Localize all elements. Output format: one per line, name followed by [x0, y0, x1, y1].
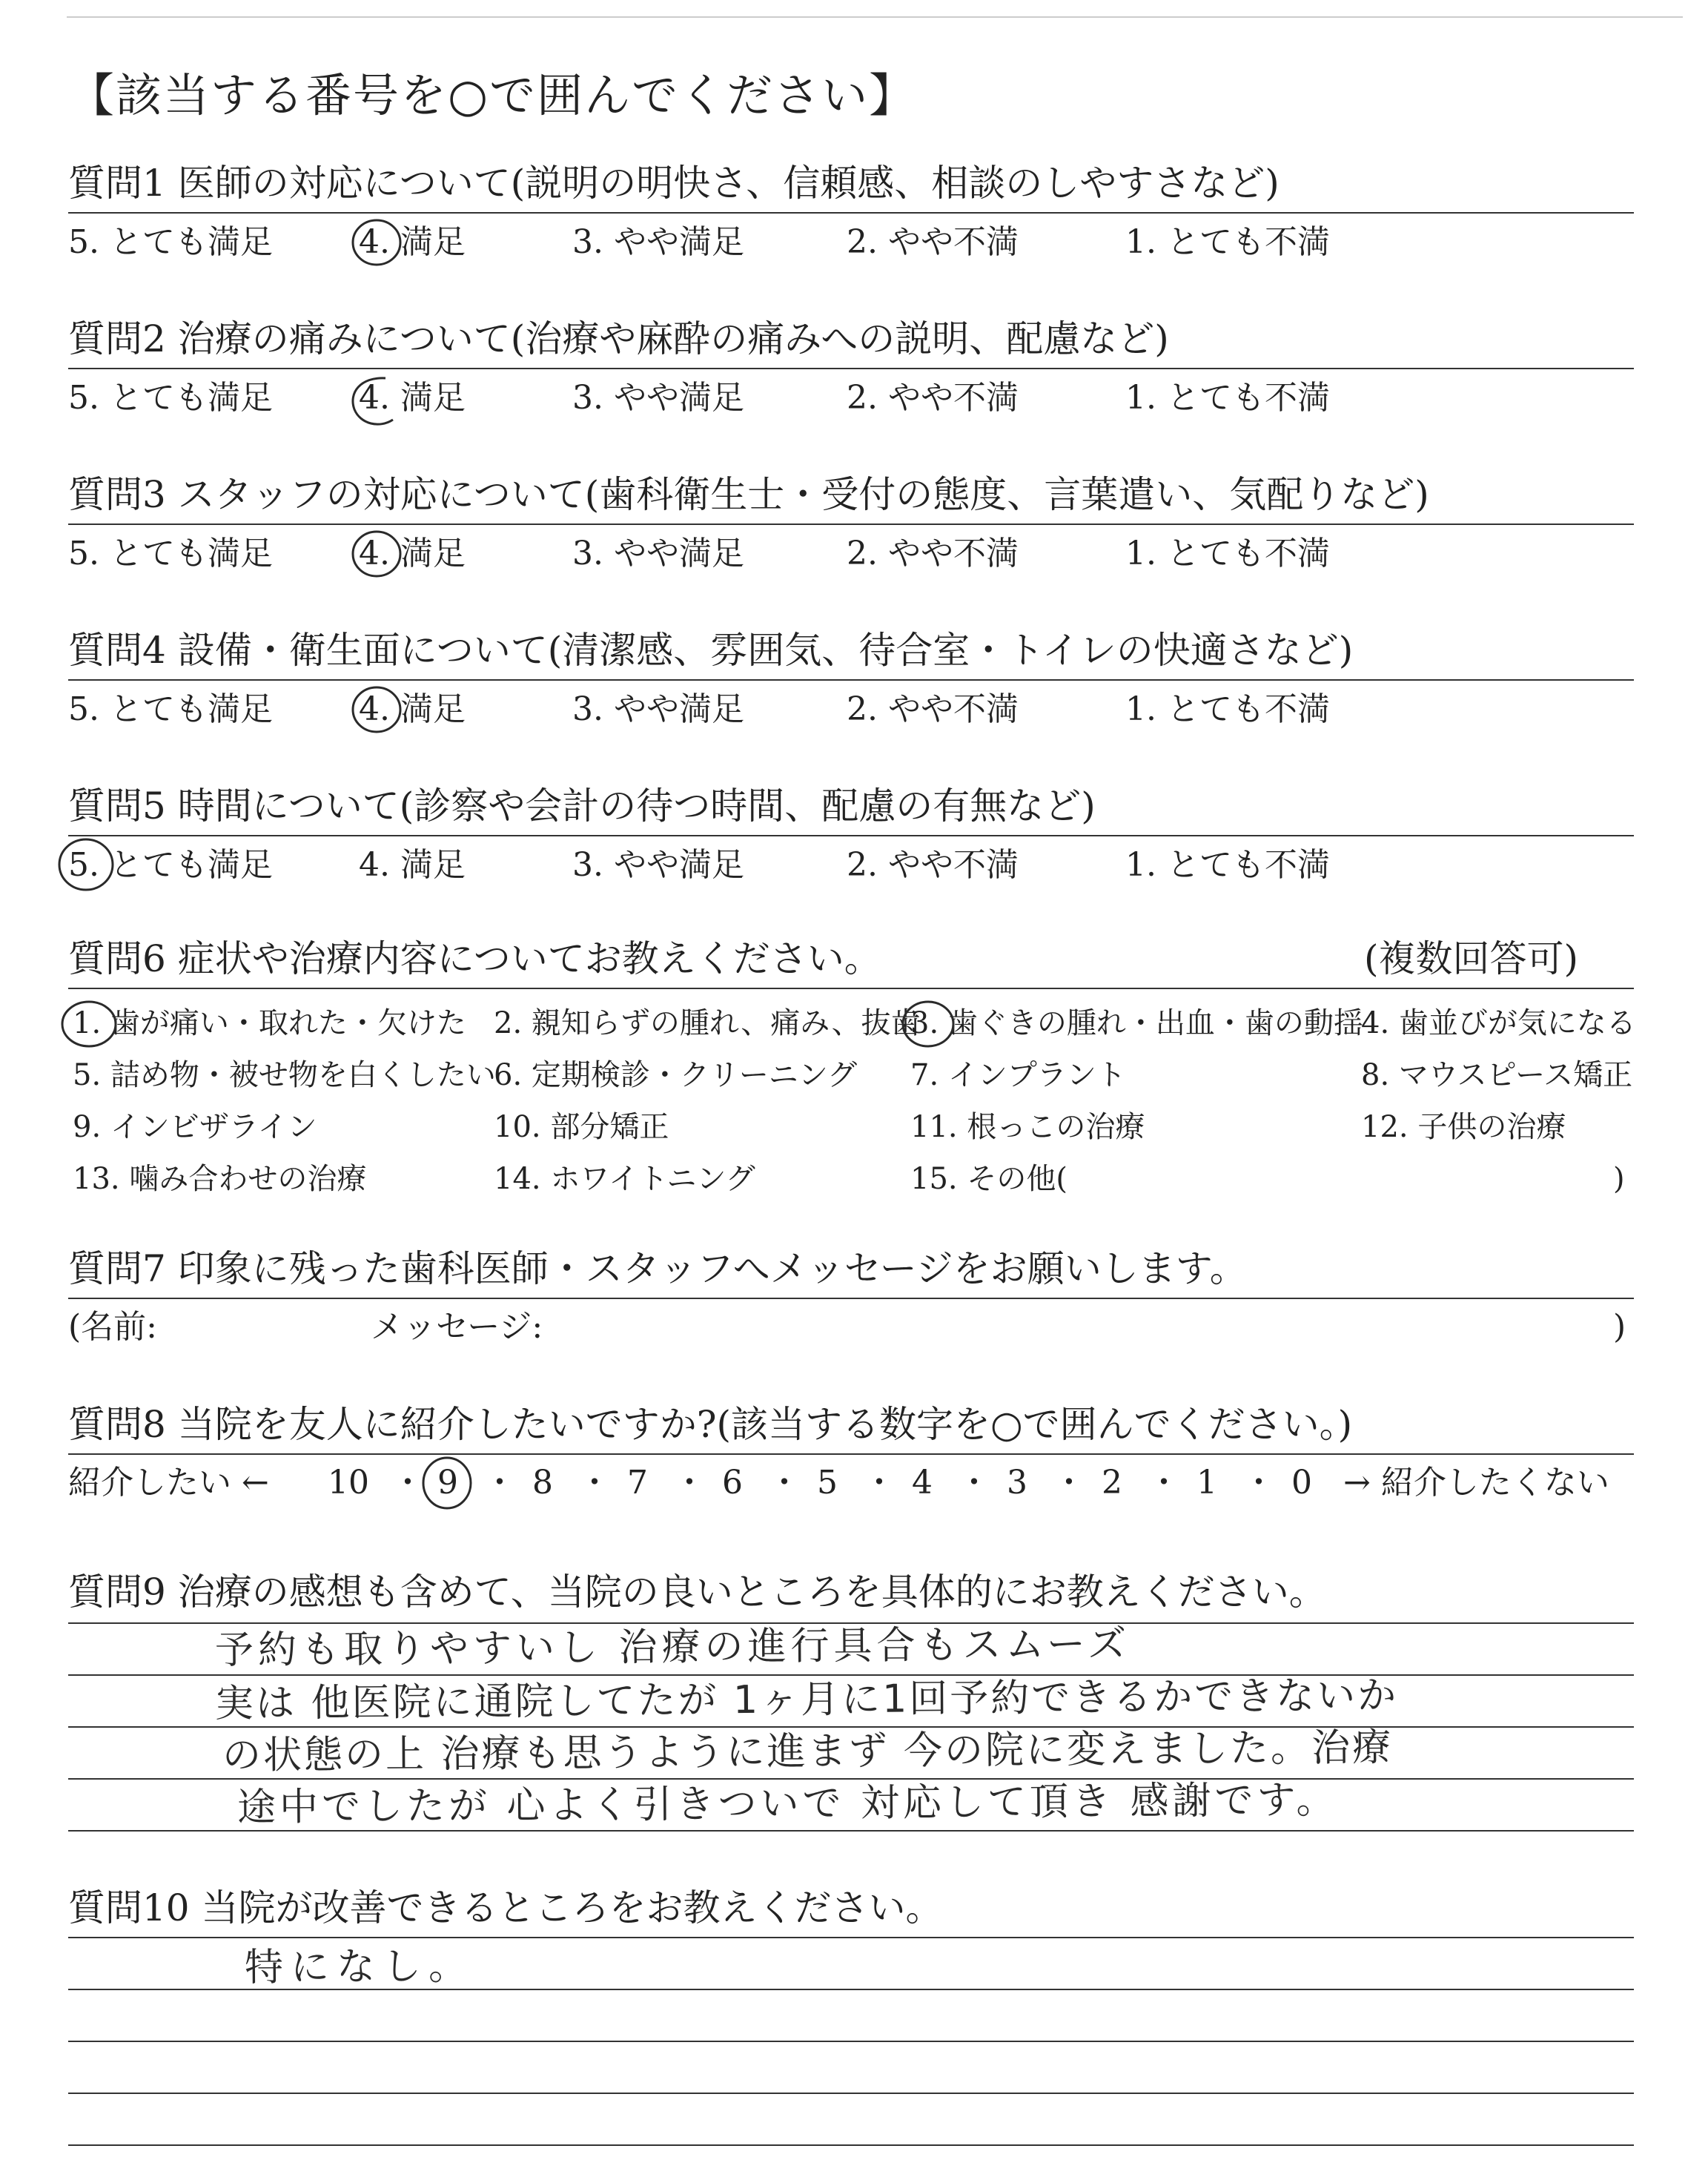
q4-option-4[interactable]: 4. 満足	[359, 690, 466, 728]
q8-score-5[interactable]: 5	[817, 1464, 838, 1502]
q3-option-1[interactable]: 1. とても不満	[1125, 535, 1330, 572]
q3-option-2[interactable]: 2. やや不満	[847, 535, 1019, 572]
divider	[68, 1298, 1634, 1299]
q5-option-3[interactable]: 3. やや満足	[572, 846, 744, 884]
q8-score-2[interactable]: 2	[1102, 1464, 1122, 1502]
q6-option-2[interactable]: 2. 親知らずの腫れ、痛み、抜歯	[494, 1006, 921, 1040]
answer-line	[68, 1726, 1634, 1728]
q7-close: )	[1613, 1308, 1626, 1346]
divider	[68, 524, 1634, 525]
question-6-note: (複数回答可)	[1364, 937, 1579, 980]
divider	[68, 988, 1634, 989]
q6-option-3[interactable]: 3. 歯ぐきの腫れ・出血・歯の動揺	[910, 1006, 1363, 1040]
q8-right-label: → 紹介したくない	[1343, 1464, 1609, 1502]
q2-option-5[interactable]: 5. とても満足	[68, 379, 273, 417]
q8-score-6[interactable]: 6	[722, 1464, 743, 1502]
q4-option-2[interactable]: 2. やや不満	[847, 690, 1019, 728]
q6-option-10[interactable]: 10. 部分矯正	[494, 1110, 669, 1144]
q1-option-5[interactable]: 5. とても満足	[68, 223, 273, 261]
q5-option-5[interactable]: 5. とても満足	[68, 846, 273, 884]
q2-option-2[interactable]: 2. やや不満	[847, 379, 1019, 417]
q6-other-close: )	[1613, 1162, 1625, 1196]
q4-option-3[interactable]: 3. やや満足	[572, 690, 744, 728]
q6-option-9[interactable]: 9. インビザライン	[73, 1110, 317, 1144]
q6-option-7[interactable]: 7. インプラント	[910, 1058, 1126, 1092]
q6-option-5[interactable]: 5. 詰め物・被せ物を白くしたい	[73, 1058, 496, 1092]
divider	[68, 368, 1634, 369]
q3-option-4[interactable]: 4. 満足	[359, 535, 466, 572]
answer-line	[68, 1778, 1634, 1780]
q2-option-1[interactable]: 1. とても不満	[1125, 379, 1330, 417]
q6-option-4[interactable]: 4. 歯並びが気になる	[1361, 1006, 1636, 1040]
answer-line	[68, 2041, 1634, 2042]
divider	[68, 212, 1634, 214]
question-4-label: 質問4 設備・衛生面について(清潔感、雰囲気、待合室・トイレの快適さなど)	[68, 629, 1354, 672]
q6-option-13[interactable]: 13. 噛み合わせの治療	[73, 1162, 367, 1196]
answer-line	[68, 1830, 1634, 1832]
q8-dot: ・	[673, 1464, 706, 1502]
q10-answer: 特になし。	[244, 1943, 475, 1990]
q6-option-12[interactable]: 12. 子供の治療	[1361, 1110, 1566, 1144]
question-10-label: 質問10 当院が改善できるところをお教えください。	[68, 1886, 943, 1929]
q5-option-4[interactable]: 4. 満足	[359, 846, 466, 884]
question-8-label: 質問8 当院を友人に紹介したいですか?(該当する数字を○で囲んでください。)	[68, 1403, 1353, 1446]
answer-line	[68, 2144, 1634, 2146]
q8-left-label: 紹介したい ←	[68, 1464, 269, 1502]
q8-dot: ・	[578, 1464, 611, 1502]
q9-answer-line-2: 実は 他医院に通院してたが 1ヶ月に1回予約できるかできないか	[214, 1673, 1399, 1726]
q8-score-9[interactable]: 9	[437, 1464, 458, 1502]
answer-line	[68, 1674, 1634, 1676]
q9-answer-line-3: の状態の上 治療も思うように進まず 今の院に変えました。治療	[222, 1725, 1394, 1778]
q4-option-5[interactable]: 5. とても満足	[68, 690, 273, 728]
q8-dot: ・	[1242, 1464, 1275, 1502]
q3-option-5[interactable]: 5. とても満足	[68, 535, 273, 572]
q2-option-3[interactable]: 3. やや満足	[572, 379, 744, 417]
q6-option-15[interactable]: 15. その他(	[910, 1162, 1068, 1196]
question-6-label: 質問6 症状や治療内容についてお教えください。	[68, 937, 881, 980]
q8-score-1[interactable]: 1	[1196, 1464, 1217, 1502]
q8-dot: ・	[483, 1464, 516, 1502]
q6-option-14[interactable]: 14. ホワイトニング	[494, 1162, 755, 1196]
q6-option-6[interactable]: 6. 定期検診・クリーニング	[494, 1058, 858, 1092]
q8-score-3[interactable]: 3	[1007, 1464, 1027, 1502]
q8-score-10[interactable]: 10	[328, 1464, 369, 1502]
q6-option-11[interactable]: 11. 根っこの治療	[910, 1110, 1145, 1144]
q6-option-1[interactable]: 1. 歯が痛い・取れた・欠けた	[73, 1006, 466, 1040]
q8-dot: ・	[958, 1464, 990, 1502]
q1-option-2[interactable]: 2. やや不満	[847, 223, 1019, 261]
question-1-label: 質問1 医師の対応について(説明の明快さ、信頼感、相談のしやすさなど)	[68, 162, 1280, 205]
question-3-label: 質問3 スタッフの対応について(歯科衛生士・受付の態度、言葉遣い、気配りなど)	[68, 473, 1429, 516]
q1-option-3[interactable]: 3. やや満足	[572, 223, 744, 261]
top-border	[67, 16, 1683, 18]
q5-option-2[interactable]: 2. やや不満	[847, 846, 1019, 884]
q5-option-1[interactable]: 1. とても不満	[1125, 846, 1330, 884]
page-title: 【該当する番号を○で囲んでください】	[68, 68, 917, 122]
divider	[68, 835, 1634, 836]
q1-option-1[interactable]: 1. とても不満	[1125, 223, 1330, 261]
q8-dot: ・	[768, 1464, 801, 1502]
q8-dot: ・	[1053, 1464, 1085, 1502]
q8-dot: ・	[391, 1464, 424, 1502]
answer-line	[68, 2093, 1634, 2094]
q8-score-7[interactable]: 7	[627, 1464, 648, 1502]
q8-dot: ・	[863, 1464, 896, 1502]
q8-score-8[interactable]: 8	[532, 1464, 553, 1502]
q2-option-4[interactable]: 4. 満足	[359, 379, 466, 417]
q7-message-label: メッセージ:	[371, 1308, 543, 1346]
q3-option-3[interactable]: 3. やや満足	[572, 535, 744, 572]
q8-dot: ・	[1148, 1464, 1180, 1502]
question-9-label: 質問9 治療の感想も含めて、当院の良いところを具体的にお教えください。	[68, 1571, 1326, 1614]
q8-score-0[interactable]: 0	[1291, 1464, 1312, 1502]
answer-line	[68, 1937, 1634, 1938]
q9-answer-line-4: 途中でしたが 心よく引きついで 対応して頂き 感謝です。	[236, 1777, 1339, 1830]
q4-option-1[interactable]: 1. とても不満	[1125, 690, 1330, 728]
q6-option-8[interactable]: 8. マウスピース矯正	[1361, 1058, 1633, 1092]
q9-answer-line-1: 予約も取りやすいし 治療の進行具合もスムーズ	[214, 1622, 1131, 1673]
q7-name-label: (名前:	[68, 1308, 157, 1346]
question-2-label: 質問2 治療の痛みについて(治療や麻酔の痛みへの説明、配慮など)	[68, 317, 1169, 360]
divider	[68, 1453, 1634, 1455]
q1-option-4[interactable]: 4. 満足	[359, 223, 466, 261]
divider	[68, 679, 1634, 681]
question-5-label: 質問5 時間について(診察や会計の待つ時間、配慮の有無など)	[68, 785, 1096, 828]
q8-score-4[interactable]: 4	[912, 1464, 933, 1502]
question-7-label: 質問7 印象に残った歯科医師・スタッフへメッセージをお願いします。	[68, 1247, 1247, 1290]
